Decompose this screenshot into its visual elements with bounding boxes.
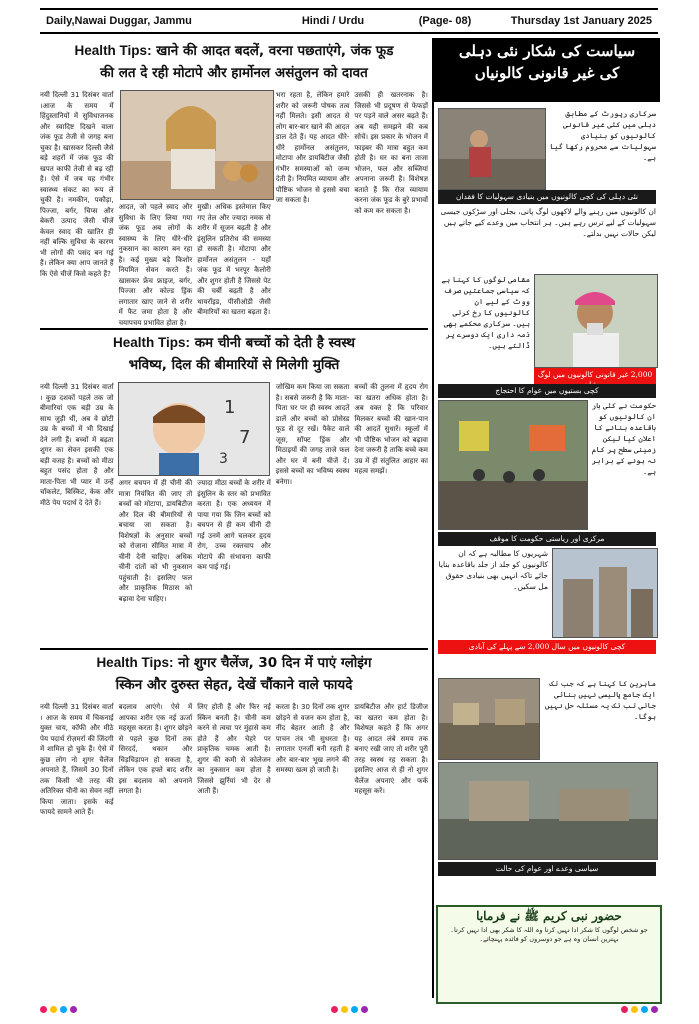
article-column: बदलाव आएंगे। ऐसे में आपका शरीर एक नई ऊर्जा महसूस करता है। शुगर छोड़ने से पहले कुछ दिनों तक सिरदर्द, थकान और चिड़चिड़ापन हो सकता है, लेकिन एक हफ्ते बाद शरीर इस बदलाव को अपनाने लगता है।: [118, 703, 193, 795]
article-column: डायबिटीज और हार्ट डिजीज का खतरा कम होता है। विशेषज्ञ कहते हैं कि अगर यह आदत लंबे समय तक बनाए रखी जाए तो शरीर पूरी तरह स्वस्थ रह सकता है। इसलिए आज से ही नो शुगर चैलेंज अपनाएं और फर्क महसूस करें।: [354, 703, 428, 795]
footer-dot: [341, 1006, 348, 1013]
footer-dots-right: [621, 1006, 658, 1013]
article-column: जोखिम कम किया जा सकता है। सबसे जरूरी है कि माता-पिता घर पर ही स्वस्थ आदतें डालें और बच्चों को प्रोसेस्ड फूड से दूर रखें। पैकेट वाले जूस, सॉफ्ट ड्रिंक और मिठाइयों की जगह ताजे फल और घर में बनी चीजें दें। इससे बच्चों का भविष्य स्वस्थ बनेगा।: [275, 383, 350, 486]
article-column: अगर बचपन में ही चीनी की मात्रा नियंत्रित की जाए तो बच्चों को मोटापा, डायबिटीज और दिल की बीमारियों से बचाया जा सकता है। विशेषज्ञों के अनुसार बच्चों को रोजाना सीमित मात्रा में चीनी देनी चाहिए। अधिक चीनी दांतों को भी नुकसान पहुंचाती है। इसलिए फल और प्राकृतिक मिठास को बढ़ावा देना चाहिए।: [118, 479, 193, 603]
headline-line1: नो शुगर चैलेंज, 30 दिन में पाएं ग्लोइंग: [178, 655, 372, 671]
colony-photo-2: [438, 678, 540, 760]
hadith-text: جو شخص لوگوں کا شکر ادا نہیں کرتا وہ اللہ کا شکر بھی ادا نہیں کرتا۔ بہترین انسان وہ ہے جو دوسروں کو فائدہ پہنچائے۔: [450, 926, 648, 943]
headline-tag: Health Tips:: [96, 655, 174, 670]
article-headline: [40, 330, 428, 378]
footer-dot: [351, 1006, 358, 1013]
footer-dot: [40, 1006, 47, 1013]
article-column: भरा रहता है, लेकिन हमारे शरीर को जरूरी पोषक तत्व नहीं मिलते। इसी आदत से लोग बार-बार खाने की आदत डाल देते हैं। यह आदत धीरे-धीरे हार्मोनल असंतुलन, मोटापा और डायबिटीज जैसी गंभीर समस्याओं को जन्म देती है। नियमित व्यायाम और पौष्टिक भोजन से इससे बचा जा सकता है।: [275, 91, 350, 204]
footer-dot: [641, 1006, 648, 1013]
urdu-body: ان کالونیوں میں رہنے والے لاکھوں لوگ پانی، بجلی اور سڑکوں جیسی سہولیات کے لیے ترس رہے ہیں۔ ہر انتخاب میں وعدے کیے جاتے ہیں لیکن حالات نہیں بدلتے۔: [440, 207, 656, 238]
headline-tag: Health Tips:: [112, 335, 190, 350]
photo-caption: 2,000 غیر قانونی کالونیوں میں لوگ: [534, 368, 656, 392]
article-less-sugar-kids: [40, 330, 428, 650]
old-man-photo: [534, 274, 658, 368]
footer-dot: [361, 1006, 368, 1013]
protest-photo: [438, 400, 588, 530]
paper-name: Daily,Nawai Duggar, Jammu: [46, 15, 192, 27]
urdu-headline-line1: سیاست کی شکار نئی دہلی: [458, 42, 636, 60]
article-column: ज्यादा मीठा बच्चों के शरीर में इंसुलिन के स्तर को प्रभावित करता है। एक अध्ययन में पाया गया कि जिन बच्चों को बचपन से ही कम चीनी दी गई उनमें आगे चलकर हृदय रोग, उच्च रक्तचाप और मोटापे की संभावना काफी कम पाई गई।: [197, 479, 271, 571]
article-column: लिए होती हैं और फिर नई स्किन बनती है। चीनी कम करने से त्वचा पर मुंहासे कम होते हैं और चेहरे पर प्राकृतिक चमक आती है। शुगर की कमी से कोलेजन का नुकसान कम होता है जिससे झुर्रियां भी देर से आती हैं।: [197, 703, 271, 795]
photo-caption: سیاسی وعدے اور عوام کی حالت: [438, 862, 656, 876]
article-column: मुखी। अधिक इस्तेमाल किए गए तेल और ज्यादा नमक से शरीर में सूजन बढ़ती है और इंसुलिन प्रतिरोध की समस्या हो सकती है। मोटापा और हार्मोनल असंतुलन - यहाँ जंक फूड में भरपूर कैलोरी और शुगर होती है जिससे पेट की चर्बी बढ़ती है और थायरॉइड, पीसीओडी जैसी बीमारियों का खतरा बढ़ता है।: [197, 203, 271, 316]
footer-dot: [651, 1006, 658, 1013]
issue-date: Thursday 1st January 2025: [510, 15, 652, 27]
footer-dot: [50, 1006, 57, 1013]
footer-dot: [631, 1006, 638, 1013]
urdu-intro: سرکاری رپورٹ کے مطابق دہلی میں کئی غیر قانونی کالونیوں کو بنیادی سہولیات سے محروم رکھا گیا ہے۔: [549, 109, 656, 162]
languages: Hindi / Urdu: [301, 15, 365, 27]
footer-dot: [331, 1006, 338, 1013]
hadith-box: [436, 905, 662, 1004]
svg-text:1: 1: [224, 397, 236, 418]
headline-tag: Health Tips:: [74, 43, 152, 58]
article-headline: [40, 650, 428, 698]
svg-text:7: 7: [239, 427, 251, 448]
urdu-body: ماہرین کا کہنا ہے کہ جب تک ایک جامع پالیسی نہیں بنائی جاتی تب تک یہ مسئلہ حل نہیں ہوگا۔: [545, 679, 656, 721]
article-column: नयी दिल्ली 31 दिसंबर वार्ता । आज के समय में चिकनाई युक्त चाय, कॉफी और मीठे पेय पदार्थ रोज़मर्रा की जिंदगी में शामिल हो चुके हैं। ऐसे में कुछ लोग नो शुगर चैलेंज अपनाते हैं, जिसमें 30 दिनों तक किसी भी तरह की अतिरिक्त चीनी का सेवन नहीं किया जाता। इसके कई फायदे सामने आते हैं।: [40, 703, 114, 816]
urdu-body: شہریوں کا مطالبہ ہے کہ ان کالونیوں کو جلد از جلد باقاعدہ بنایا جائے تاکہ انہیں بھی بنیادی حقوق مل سکیں۔: [438, 549, 548, 591]
colony-photo-1: [438, 108, 546, 190]
masthead: [40, 8, 658, 34]
urdu-headline: [434, 38, 660, 102]
photo-caption: نئی دہلی کی کچی کالونیوں میں بنیادی سہولیات کا فقدان: [438, 190, 656, 204]
footer-dots-mid: [331, 1006, 368, 1013]
hadith-title: حضور نبی کریم ﷺ نے فرمایا: [476, 909, 622, 923]
footer-dots-left: [40, 1006, 77, 1013]
headline-line2: की लत दे रही मोटापे और हार्मोनल असंतुलन को दावत: [100, 65, 368, 81]
footer-strip: [40, 1003, 658, 1015]
urdu-headline-line2: کی غیر قانونی کالونیاں: [474, 64, 620, 82]
headline-line2: भविष्य, दिल की बीमारियों से मिलेगी मुक्ति: [128, 357, 340, 373]
hindi-section: [40, 38, 428, 998]
urdu-body: مقامی لوگوں کا کہنا ہے کہ سیاسی جماعتیں صرف ووٹ کے لیے ان کالونیوں کا رخ کرتی ہیں۔ سرکاری محکمے بھی ذمہ داری ایک دوسرے پر ڈالتے ہیں۔: [441, 275, 530, 350]
urdu-body: حکومت نے کئی بار ان کالونیوں کو باقاعدہ بنانے کا اعلان کیا لیکن زمینی سطح پر کام نہ ہونے کے برابر ہے۔: [591, 401, 656, 476]
article-column: बच्चों की तुलना में हृदय रोग का खतरा अधिक होता है। अब वक्त है कि परिवार मिलकर बच्चों की खान-पान की आदतें सुधारें। स्कूलों में भी पौष्टिक भोजन को बढ़ावा देना जरूरी है ताकि बच्चे कम उम्र में ही संतुलित आहार का महत्व समझें।: [354, 383, 428, 475]
article-column: नयी दिल्ली 31 दिसंबर वार्ता ।आज के समय में हिंदुस्तानियों में सुविधाजनक और स्वादिष्ट दिखने वाला जंक फूड तेजी से जगह बना चुका है। खासकर दिल्ली जैसे बड़े शहरों में जंक फूड की खपत काफी तेजी से बढ़ रही है। ऐसे में जब यह गंभीर स्वास्थ्य संकट का रूप ले चुकी है। नमकीन, पकौड़ा, पिज्जा, बर्गर, चिप्स और बेकरी उत्पाद जैसी चीजें केवल स्वाद की खातिर ही नहीं बल्कि सुविधा के कारण भी लोगों की पसंद बन गई हैं। लेकिन क्या आप जानते हैं कि ऐसे चीजें किसे कहते हैं?: [40, 91, 114, 278]
article-junk-food: [40, 38, 428, 330]
footer-dot: [60, 1006, 67, 1013]
photo-caption: مرکزی اور ریاستی حکومت کا موقف: [438, 532, 656, 546]
article-column: करता है। 30 दिनों तक शुगर छोड़ने से वजन कम होता है, नींद बेहतर आती है और पाचन तंत्र भी सुधरता है। लगातार एनर्जी बनी रहती है और बार-बार भूख लगने की समस्या खत्म हो जाती है।: [275, 703, 350, 774]
headline-line1: कम चीनी बच्चों को देती है स्वस्थ: [194, 335, 356, 351]
buildings-photo: [552, 548, 658, 638]
article-column: आदत, जो पहले स्वाद और सुविधा के लिए लिया गया जंक फूड अब लोगों के स्वास्थ्य के लिए धीरे-धीरे नुकसान का कारण बन रहा है। कई मुख्य बड़े किशोर नियमित सेवन करते हैं। खासकर फ्रेंच फ्राइज, बर्गर, पिज्जा और कोल्ड ड्रिंक लगातार खाए जाने से शरीर में फैट जमा होता है और चयापचय प्रभावित होता है।: [118, 203, 193, 327]
article-column: उसकी ही खतरनाक है। जिससे भी प्रदूषण से फेफड़ों पर पड़ने वाले असर बढ़ते हैं। अब यही समझने की कब सोचें। इस प्रकार के भोजन में फाइबर की मात्रा बहुत कम होती है। घर का बना ताजा भोजन, फल और सब्जियां अपनाना जरूरी है। विशेषज्ञ बताते हैं कि रोज व्यायाम करना जंक फूड के बुरे प्रभावों को कम कर सकता है।: [354, 91, 428, 215]
page-number: (Page- 08): [418, 15, 472, 27]
headline-line1: खाने की आदत बदलें, वरना पछताएंगे, जंक फूड: [156, 43, 394, 59]
footer-dot: [621, 1006, 628, 1013]
article-no-sugar-challenge: [40, 650, 428, 998]
footer-dot: [70, 1006, 77, 1013]
colony-photo-3: [438, 762, 658, 860]
svg-text:3: 3: [219, 451, 228, 467]
photo-caption: کچی بستیوں میں عوام کا احتجاج: [438, 384, 656, 398]
photo-caption: کچی کالونیوں میں سال 2,000 سے پہلے کی آبادی: [438, 640, 656, 654]
article-column: नयी दिल्ली 31 दिसंबर वार्ता । कुछ दशकों पहले तक जो बीमारियां एक बड़ी उम्र के साथ जुड़ी थीं, अब वे छोटी उम्र के बच्चों में भी दिखाई देने लगी हैं। बच्चों में बढ़ता शुगर का सेवन इसकी एक बड़ी वजह है। बच्चों को मीठा बहुत पसंद होता है और माता-पिता भी प्यार में उन्हें चॉकलेट, बिस्किट, केक और मीठे पेय पदार्थ दे देते हैं।: [40, 383, 114, 507]
headline-line2: स्किन और दुरुस्त सेहत, देखें चौंकाने वाले फायदे: [115, 677, 353, 693]
article-headline: [40, 38, 428, 86]
urdu-section: [432, 38, 660, 998]
